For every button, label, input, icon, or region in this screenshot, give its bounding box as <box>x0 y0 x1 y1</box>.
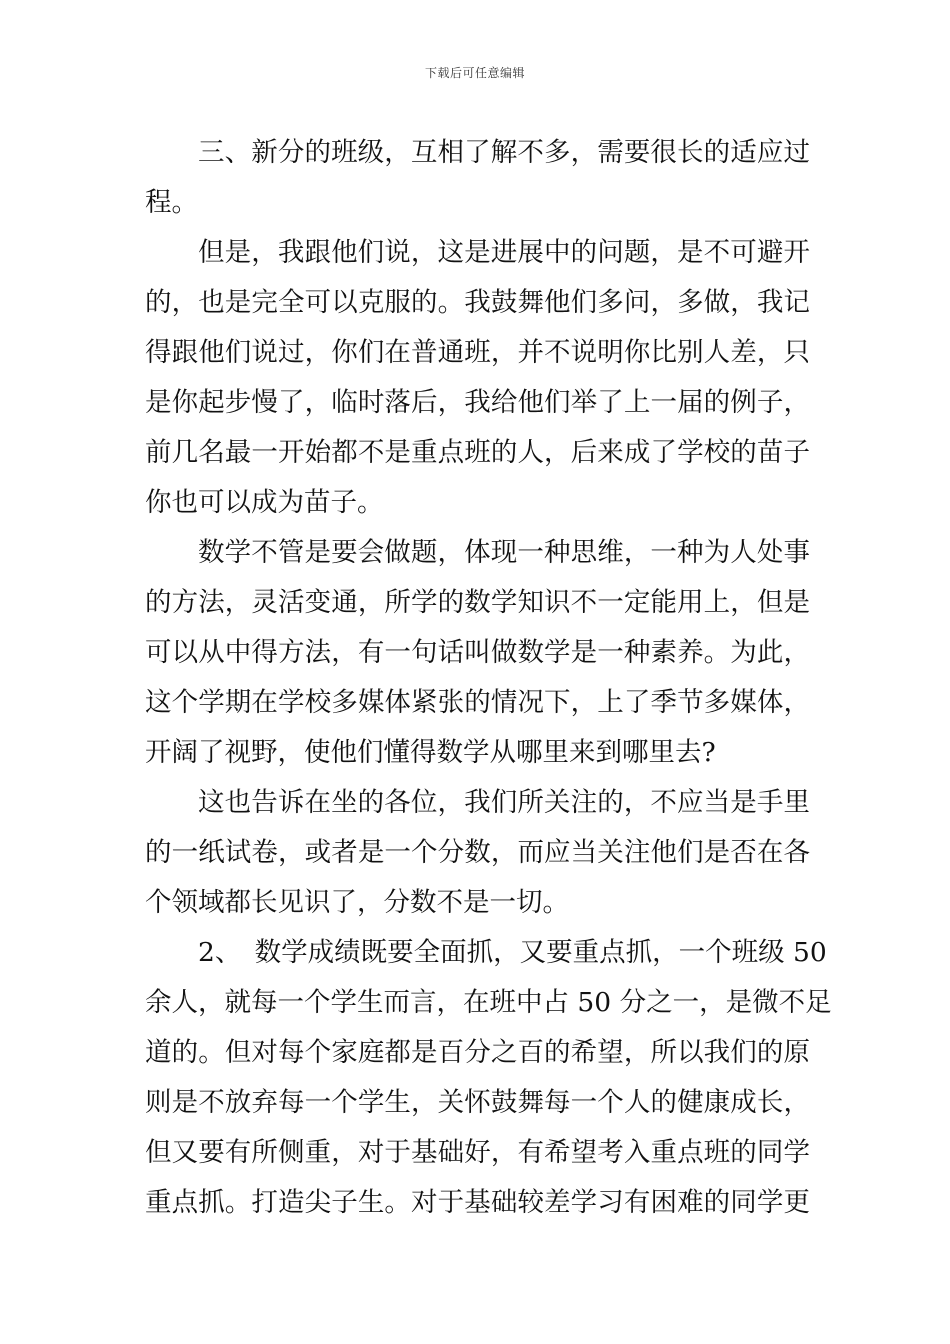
body-text <box>145 128 832 1228</box>
text-line: 的一纸试卷，或者是一个分数，而应当关注他们是否在各 <box>145 837 810 868</box>
text-line: 个领域都长见识了，分数不是一切。 <box>145 887 569 918</box>
text-line: 数学不管是要会做题，体现一种思维，一种为人处事 <box>198 537 810 568</box>
page-header: 下载后可任意编辑 <box>424 66 525 80</box>
text-line: 前几名最一开始都不是重点班的人，后来成了学校的苗子 <box>145 437 810 468</box>
paragraph <box>145 778 810 928</box>
text-line: 三、新分的班级，互相了解不多，需要很长的适应过 <box>198 137 810 168</box>
text-line: 但是，我跟他们说，这是进展中的问题，是不可避开 <box>198 237 810 268</box>
text-line: 开阔了视野，使他们懂得数学从哪里来到哪里去? <box>145 737 716 768</box>
text-line: 是你起步慢了，临时落后，我给他们举了上一届的例子， <box>145 387 810 418</box>
paragraph <box>145 128 810 228</box>
text-line: 重点抓。打造尖子生。对于基础较差学习有困难的同学更 <box>145 1187 810 1218</box>
text-line: 的，也是完全可以克服的。我鼓舞他们多问，多做，我记 <box>145 287 810 318</box>
text-line: 的方法，灵活变通，所学的数学知识不一定能用上，但是 <box>145 587 810 618</box>
paragraph <box>145 528 810 778</box>
text-line: 你也可以成为苗子。 <box>145 487 384 518</box>
text-line: 可以从中得方法，有一句话叫做数学是一种素养。为此， <box>145 637 810 668</box>
text-line: 余人，就每一个学生而言，在班中占 50 分之一，是微不足 <box>145 987 832 1018</box>
text-line: 这也告诉在坐的各位，我们所关注的，不应当是手里 <box>198 787 810 818</box>
text-line: 这个学期在学校多媒体紧张的情况下，上了季节多媒体， <box>145 687 810 718</box>
paragraph <box>145 928 832 1228</box>
text-line: 得跟他们说过，你们在普通班，并不说明你比别人差，只 <box>145 337 810 368</box>
text-line: 程。 <box>145 187 198 218</box>
text-line: 2、 数学成绩既要全面抓，又要重点抓，一个班级 50 <box>198 937 827 968</box>
text-line: 则是不放弃每一个学生，关怀鼓舞每一个人的健康成长， <box>145 1087 810 1118</box>
paragraph <box>145 228 810 528</box>
text-line: 但又要有所侧重，对于基础好，有希望考入重点班的同学 <box>145 1137 810 1168</box>
text-line: 道的。但对每个家庭都是百分之百的希望，所以我们的原 <box>145 1037 810 1068</box>
